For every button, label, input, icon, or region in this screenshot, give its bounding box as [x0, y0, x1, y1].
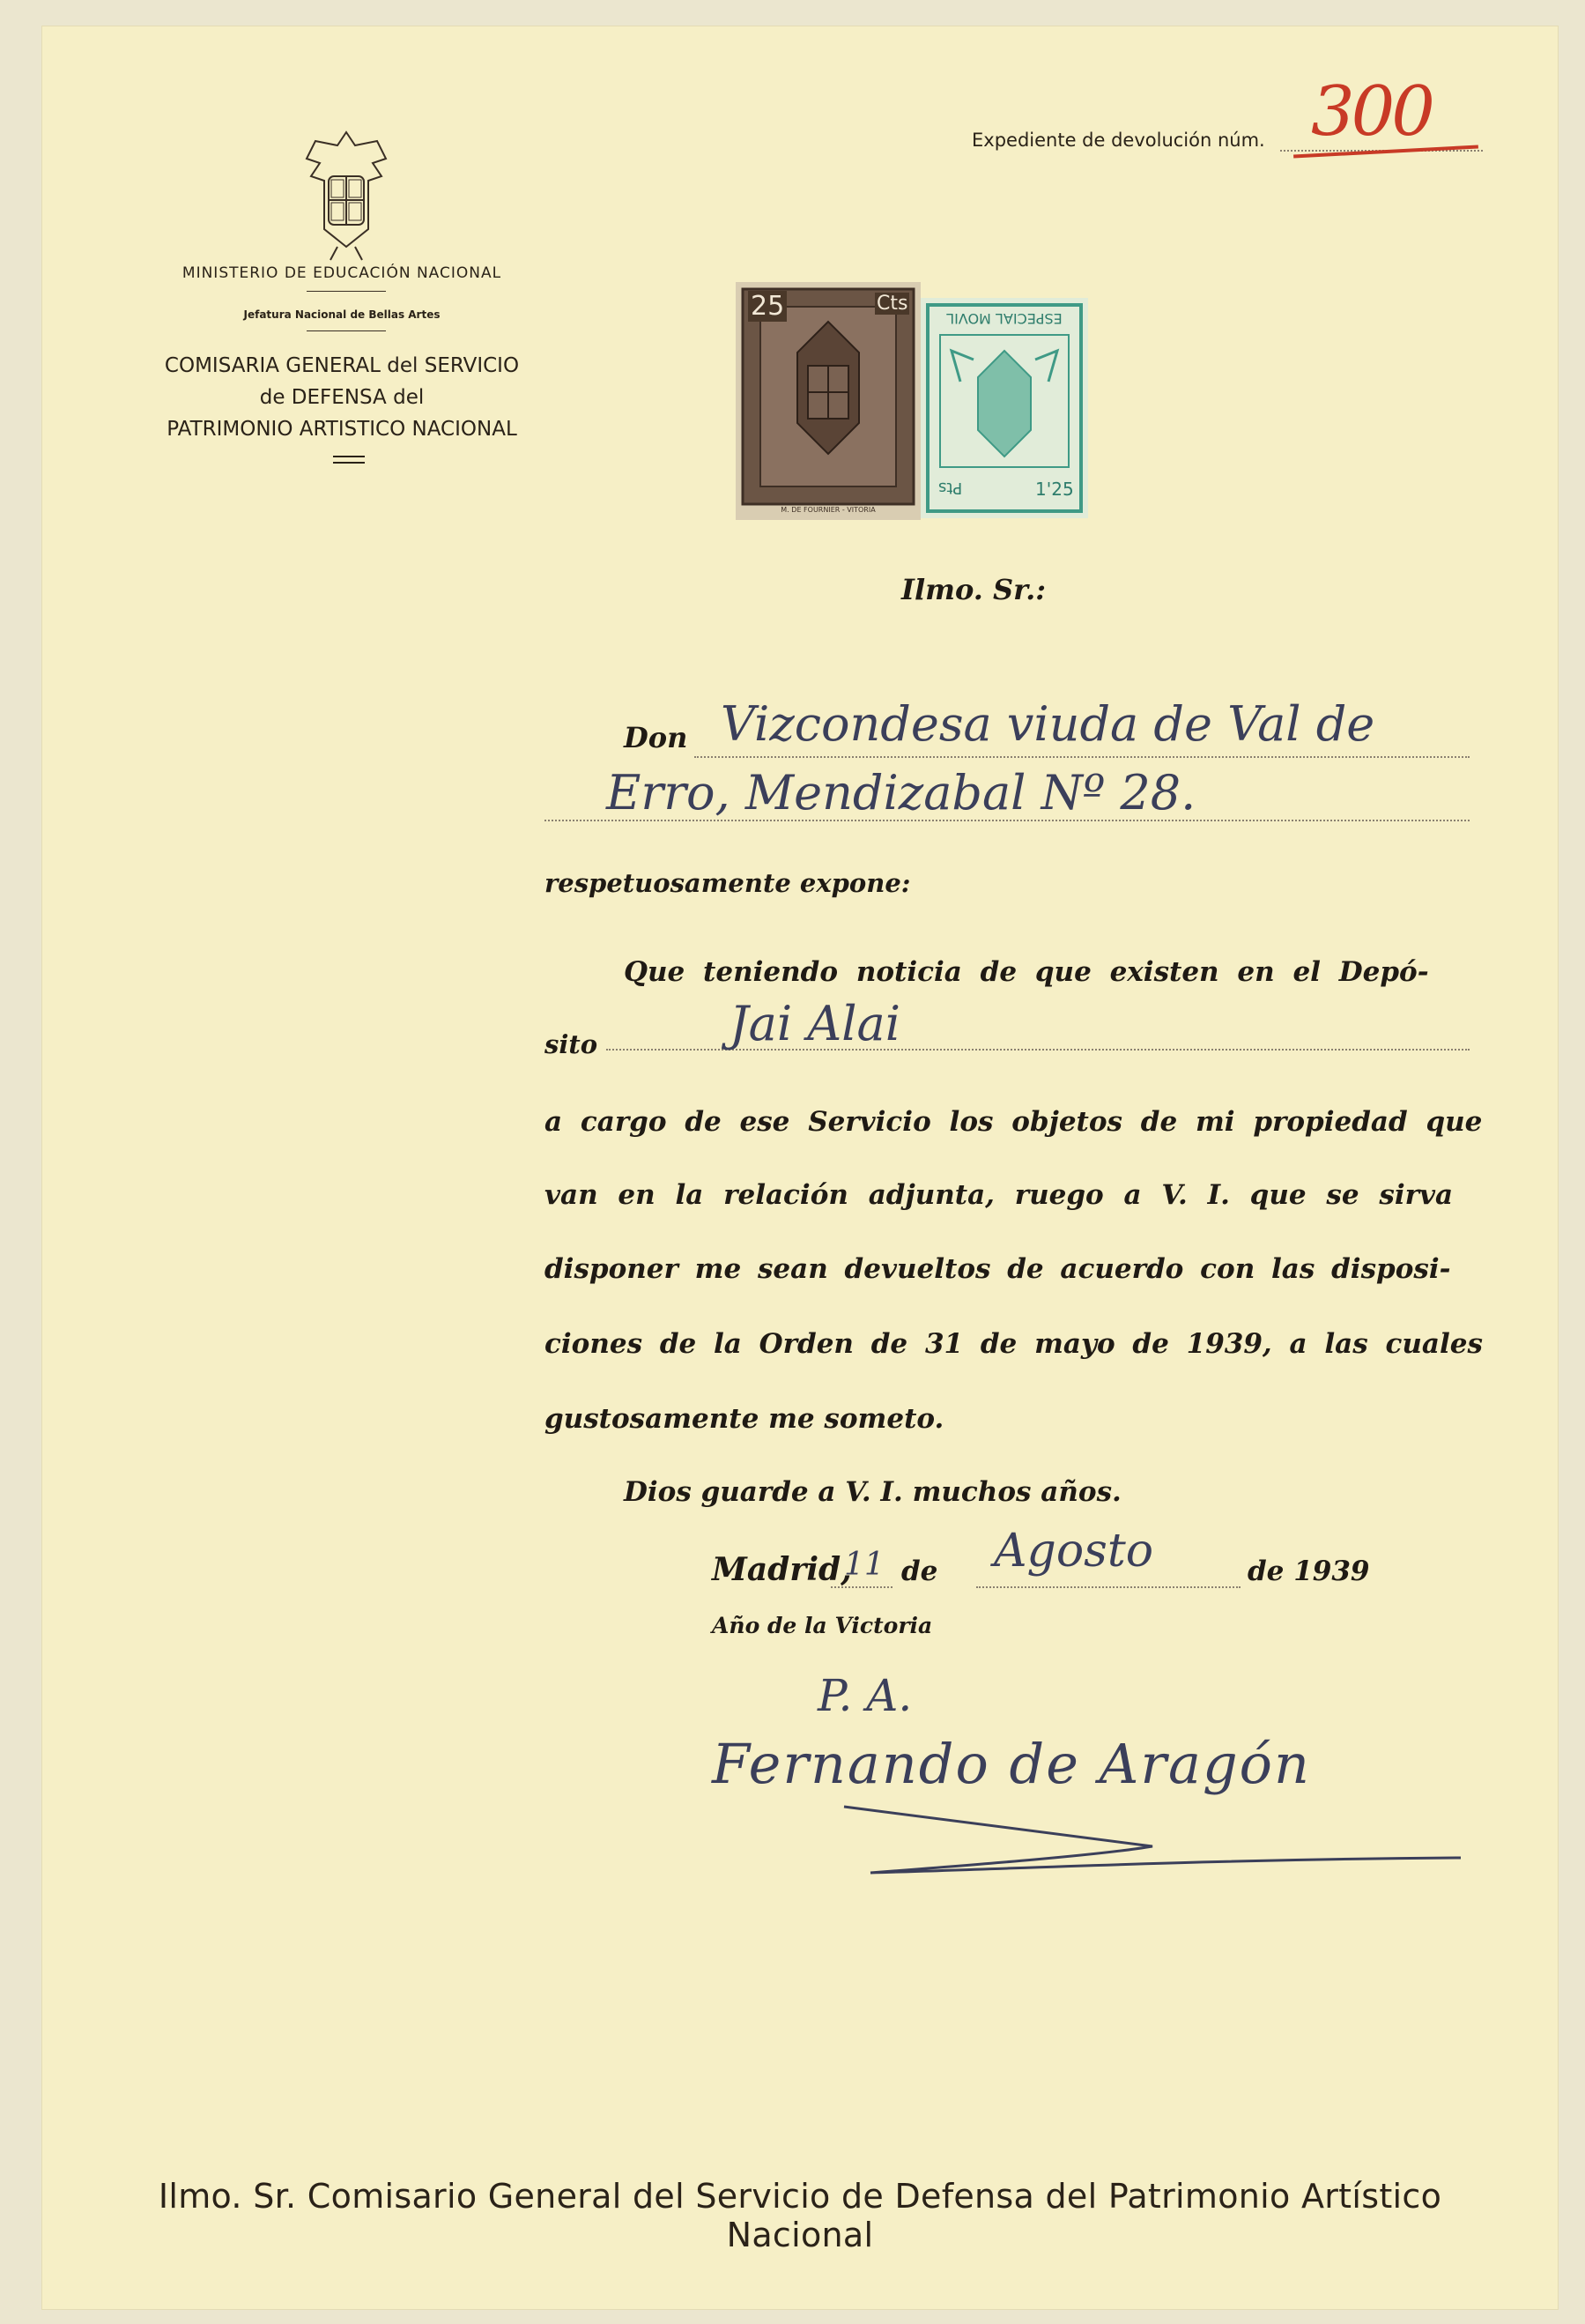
paragraph-line-4: disponer me sean devueltos de acuerdo con las disposi-: [544, 1253, 1451, 1285]
stamp-right-unit: Pts: [938, 479, 963, 497]
jefatura-name: Jefatura Nacional de Bellas Artes: [243, 308, 441, 321]
paragraph-line-5: ciones de la Orden de 31 de mayo de 1939, a las cuales: [544, 1328, 1483, 1360]
signature-pa: P. A.: [818, 1670, 913, 1721]
date-month: Agosto: [994, 1525, 1154, 1578]
expone-line: respetuosamente expone:: [544, 868, 911, 898]
closing-line: Dios guarde a V. I. muchos años.: [624, 1476, 1122, 1508]
letterhead-rule-2: [307, 330, 386, 331]
name-line-1-dots: [694, 756, 1470, 758]
letterhead-rule-1: [307, 291, 386, 292]
paragraph-line-3: van en la relación adjunta, ruego a V. I. que se sirva: [544, 1179, 1454, 1211]
fiscal-stamp-right: [921, 298, 1088, 518]
date-city: Madrid,: [712, 1551, 852, 1588]
ministry-name: MINISTERIO DE EDUCACIÓN NACIONAL: [181, 264, 502, 282]
name-line-1: Vizcondesa viuda de Val de: [721, 696, 1375, 752]
paragraph-line-6: gustosamente me someto.: [544, 1403, 944, 1435]
deposit-name: Jai Alai: [730, 996, 901, 1051]
signature-name: Fernando de Aragón: [712, 1732, 1311, 1796]
date-de-year: de 1939: [1248, 1556, 1370, 1587]
stamp-left-unit: Cts: [877, 293, 908, 315]
paragraph-line-1: Que teniendo noticia de que existen en el Depó-: [624, 956, 1429, 988]
date-day-dots: [831, 1586, 892, 1588]
commission-line-2: de DEFENSA del: [259, 386, 425, 409]
file-number-value: 300: [1311, 72, 1432, 152]
paragraph-line-2: a cargo de ese Servicio los objetos de mi propiedad que: [544, 1106, 1483, 1138]
commission-line-1: COMISARIA GENERAL del SERVICIO: [164, 354, 520, 377]
document-page: [42, 26, 1558, 2309]
stamp-left-printer: M. DE FOURNIER - VITORIA: [781, 506, 876, 514]
coat-of-arms-emblem: [298, 123, 395, 264]
date-de-1: de: [901, 1556, 938, 1587]
date-month-dots: [976, 1586, 1241, 1588]
don-label: Don: [624, 721, 688, 754]
sito-label: sito: [544, 1029, 598, 1059]
stamp-right-top-text: ESPECIAL MOVIL: [946, 310, 1063, 327]
file-number-label: Expediente de devolución núm.: [972, 130, 1265, 151]
date-day: 11: [844, 1547, 885, 1583]
double-rule: [333, 456, 365, 464]
commission-line-3: PATRIMONIO ARTISTICO NACIONAL: [167, 418, 517, 441]
salutation: Ilmo. Sr.:: [901, 573, 1047, 606]
stamp-right-value: 1'25: [1035, 479, 1074, 500]
signature-flourish: [765, 1798, 1487, 1886]
year-label: Año de la Victoria: [712, 1613, 933, 1638]
addressee-footer: Ilmo. Sr. Comisario General del Servicio de Defensa del Patrimonio Artístico Nacional: [158, 2177, 1442, 2254]
name-line-2: Erro, Mendizabal Nº 28.: [606, 765, 1196, 820]
stamp-left-value: 25: [748, 291, 787, 322]
fiscal-stamp-left: [736, 282, 921, 520]
